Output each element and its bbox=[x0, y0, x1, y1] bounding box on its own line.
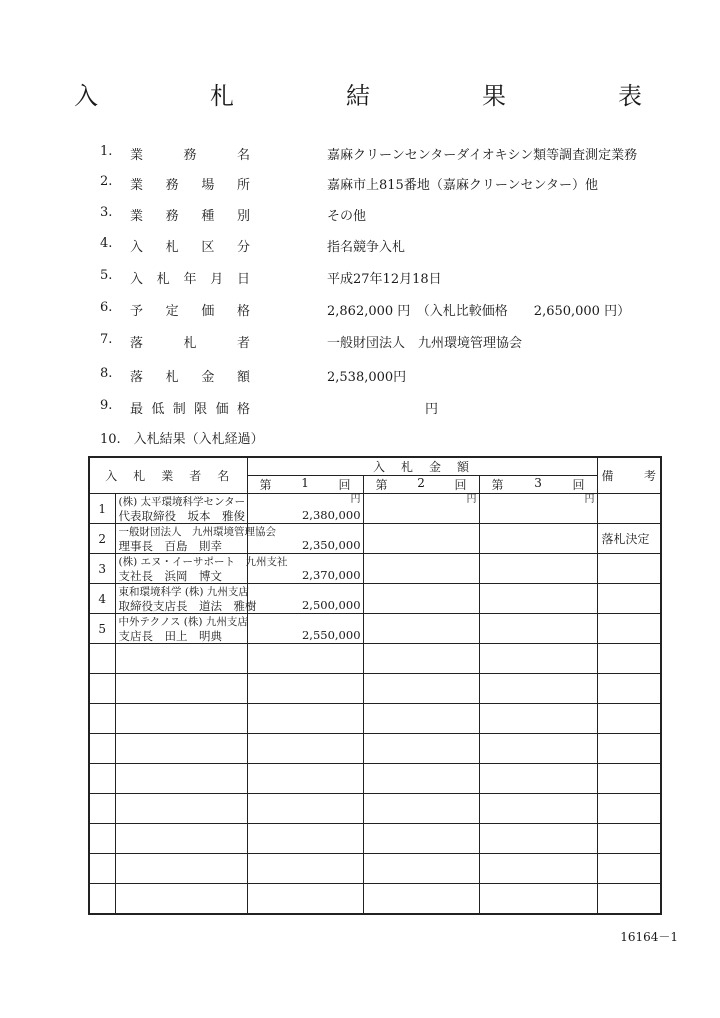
info-number: 5. bbox=[100, 268, 113, 283]
round-2-amount bbox=[363, 584, 479, 614]
table-row bbox=[89, 644, 661, 674]
table-row bbox=[89, 884, 661, 914]
bidder-company: (株) 太平環境科学センター bbox=[118, 495, 246, 508]
bidder-name bbox=[115, 794, 247, 824]
note bbox=[597, 644, 661, 674]
row-number bbox=[89, 674, 115, 704]
info-label-char: 低 bbox=[151, 402, 165, 417]
round-1-amount bbox=[247, 794, 363, 824]
round-2-amount bbox=[363, 884, 479, 914]
row-number: 5 bbox=[89, 614, 115, 644]
bidder-name bbox=[115, 584, 257, 614]
round-2-amount bbox=[363, 554, 479, 584]
note bbox=[597, 704, 661, 734]
info-label-char: 最 bbox=[130, 402, 144, 417]
table-row bbox=[89, 854, 661, 884]
info-value: 嘉麻クリーンセンターダイオキシン類等調査測定業務 bbox=[327, 148, 638, 163]
table-row bbox=[89, 524, 661, 554]
info-label bbox=[130, 236, 250, 255]
round-1-amount bbox=[247, 674, 363, 704]
table-row bbox=[89, 614, 661, 644]
info-number: 6. bbox=[100, 300, 113, 315]
round-3-amount bbox=[479, 614, 597, 644]
note bbox=[597, 494, 661, 524]
info-label-char: 務 bbox=[165, 209, 179, 224]
bidder-name bbox=[115, 704, 247, 734]
round-2-amount bbox=[363, 644, 479, 674]
info-label-char: 制 bbox=[172, 402, 186, 417]
round-2-amount bbox=[363, 614, 479, 644]
table-row bbox=[89, 584, 661, 614]
info-label-char: 予 bbox=[130, 304, 144, 319]
header-round-3: 第 3 回 bbox=[479, 476, 597, 494]
info-label-char: 務 bbox=[165, 178, 179, 193]
table-row bbox=[89, 674, 661, 704]
page-title: 入 札 結 果 表 bbox=[74, 82, 686, 110]
table-row bbox=[89, 824, 661, 854]
info-label-char: 年 bbox=[183, 272, 197, 287]
bidder-representative: 代表取締役 坂本 雅俊 bbox=[118, 508, 245, 523]
round-3-amount bbox=[479, 644, 597, 674]
info-label-char: 札 bbox=[183, 336, 197, 351]
bidder-name bbox=[115, 554, 288, 584]
bidder-company: 東和環境科学 (株) 九州支店 bbox=[118, 585, 249, 598]
info-label-char: 格 bbox=[236, 402, 250, 417]
info-label-char: 場 bbox=[201, 178, 215, 193]
info-label bbox=[130, 144, 250, 163]
round-1-amount bbox=[247, 704, 363, 734]
round-1-amount bbox=[247, 854, 363, 884]
info-label-char: 札 bbox=[165, 240, 179, 255]
row-number bbox=[89, 824, 115, 854]
header-amount: 入 札 金 額 bbox=[247, 457, 597, 476]
info-label-char: 落 bbox=[130, 336, 144, 351]
round-2-amount bbox=[363, 794, 479, 824]
info-label bbox=[130, 300, 250, 319]
note bbox=[597, 554, 661, 584]
info-label-char: 落 bbox=[130, 370, 144, 385]
info-label-char: 種 bbox=[201, 209, 215, 224]
round-2-amount bbox=[363, 524, 479, 554]
round-2-amount bbox=[363, 494, 479, 524]
info-label-char: 月 bbox=[210, 272, 224, 287]
note bbox=[597, 854, 661, 884]
info-label-char: 業 bbox=[130, 178, 144, 193]
round-1-amount bbox=[247, 644, 363, 674]
info-label bbox=[130, 205, 250, 224]
row-number bbox=[89, 764, 115, 794]
bidder-name bbox=[115, 614, 247, 644]
bidder-name bbox=[115, 884, 247, 914]
info-value: 嘉麻市上815番地（嘉麻クリーンセンター）他 bbox=[327, 178, 599, 193]
round-3-amount bbox=[479, 794, 597, 824]
table-row bbox=[89, 704, 661, 734]
info-label-char: 務 bbox=[183, 148, 197, 163]
info-label bbox=[130, 366, 250, 385]
info-number: 7. bbox=[100, 332, 113, 347]
yen-unit: 円 bbox=[350, 494, 361, 505]
round-3-amount bbox=[479, 884, 597, 914]
amount-value: 2,350,000 bbox=[301, 538, 361, 552]
info-value: 指名競争入札 bbox=[327, 240, 406, 255]
info-label-char: 額 bbox=[236, 370, 250, 385]
info-value: 2,538,000円 bbox=[327, 370, 407, 385]
row-number: 4 bbox=[89, 584, 115, 614]
info-value: その他 bbox=[327, 209, 367, 224]
round-1-amount bbox=[247, 494, 363, 524]
bidder-name bbox=[115, 854, 247, 884]
table-row bbox=[89, 794, 661, 824]
info-number: 4. bbox=[100, 236, 113, 251]
round-2-amount bbox=[363, 824, 479, 854]
round-1-amount bbox=[247, 734, 363, 764]
info-label-char: 入 bbox=[130, 240, 144, 255]
note bbox=[597, 884, 661, 914]
info-label-char: 価 bbox=[201, 304, 215, 319]
info-label-char: 業 bbox=[130, 148, 144, 163]
info-value: 2,862,000 円 （入札比較価格 2,650,000 円） bbox=[327, 304, 631, 319]
document-number: 16164－1 bbox=[620, 930, 678, 944]
note bbox=[597, 674, 661, 704]
info-label-char: 金 bbox=[201, 370, 215, 385]
round-3-amount bbox=[479, 554, 597, 584]
info-label bbox=[130, 174, 250, 193]
note bbox=[597, 794, 661, 824]
bidder-company: (株) エヌ・イーサポート 九州支社 bbox=[118, 555, 288, 568]
amount-value: 2,500,000 bbox=[301, 598, 361, 612]
round-1-amount bbox=[247, 554, 363, 584]
row-number: 3 bbox=[89, 554, 115, 584]
amount-value: 2,370,000 bbox=[301, 568, 361, 582]
header-bidder: 入 札 業 者 名 bbox=[89, 457, 247, 494]
round-2-amount bbox=[363, 734, 479, 764]
info-label-char: 限 bbox=[194, 402, 208, 417]
row-number bbox=[89, 854, 115, 884]
info-value: 平成27年12月18日 bbox=[327, 272, 442, 287]
row-number: 1 bbox=[89, 494, 115, 524]
info-label-char: 札 bbox=[165, 370, 179, 385]
round-2-amount bbox=[363, 854, 479, 884]
yen-unit: 円 bbox=[584, 494, 595, 505]
bidder-representative: 支店長 田上 明典 bbox=[118, 628, 222, 643]
info-label bbox=[130, 332, 250, 351]
info-label bbox=[130, 268, 250, 287]
round-1-amount bbox=[247, 524, 363, 554]
round-1-amount bbox=[247, 884, 363, 914]
round-3-amount bbox=[479, 704, 597, 734]
round-3-amount bbox=[479, 854, 597, 884]
yen-unit: 円 bbox=[466, 494, 477, 505]
bidder-name bbox=[115, 764, 247, 794]
table-row bbox=[89, 554, 661, 584]
note bbox=[597, 584, 661, 614]
header-note: 備 考 bbox=[597, 457, 661, 494]
note bbox=[597, 764, 661, 794]
row-number bbox=[89, 794, 115, 824]
table-row bbox=[89, 494, 661, 524]
info-label-char: 者 bbox=[236, 336, 250, 351]
info-label-char: 区 bbox=[201, 240, 215, 255]
round-2-amount bbox=[363, 674, 479, 704]
info-number: 2. bbox=[100, 174, 113, 189]
info-label-char: 業 bbox=[130, 209, 144, 224]
round-3-amount bbox=[479, 764, 597, 794]
bidder-name bbox=[115, 824, 247, 854]
bidder-name bbox=[115, 494, 247, 524]
bidder-name bbox=[115, 644, 247, 674]
row-number bbox=[89, 884, 115, 914]
bidder-name bbox=[115, 734, 247, 764]
round-1-amount bbox=[247, 764, 363, 794]
info-label-char: 日 bbox=[236, 272, 250, 287]
amount-value: 2,380,000 bbox=[301, 508, 361, 522]
round-1-amount bbox=[247, 584, 363, 614]
row-number: 2 bbox=[89, 524, 115, 554]
row-number bbox=[89, 734, 115, 764]
header-round-1: 第 1 回 bbox=[247, 476, 363, 494]
round-2-amount bbox=[363, 764, 479, 794]
round-3-amount bbox=[479, 674, 597, 704]
round-1-amount bbox=[247, 824, 363, 854]
info-label-char: 格 bbox=[236, 304, 250, 319]
table-row bbox=[89, 764, 661, 794]
info-label-char: 札 bbox=[156, 272, 170, 287]
bidder-company: 中外テクノス (株) 九州支店 bbox=[118, 615, 248, 628]
table-row bbox=[89, 734, 661, 764]
round-3-amount bbox=[479, 734, 597, 764]
info-label-char: 価 bbox=[215, 402, 229, 417]
row-number bbox=[89, 704, 115, 734]
info-value: 円 bbox=[425, 402, 439, 417]
round-3-amount bbox=[479, 494, 597, 524]
bidder-representative: 取締役支店長 道法 雅樹 bbox=[118, 598, 257, 613]
amount-value: 2,550,000 bbox=[301, 628, 361, 642]
bidder-name bbox=[115, 524, 276, 554]
note: 落札決定 bbox=[597, 524, 661, 554]
note bbox=[597, 824, 661, 854]
round-3-amount bbox=[479, 584, 597, 614]
info-label bbox=[130, 398, 250, 417]
info-label-char: 分 bbox=[236, 240, 250, 255]
round-3-amount bbox=[479, 824, 597, 854]
info-number: 8. bbox=[100, 366, 113, 381]
bid-results-table bbox=[88, 456, 662, 915]
bidder-name bbox=[115, 674, 247, 704]
bidder-company: 一般財団法人 九州環境管理協会 bbox=[118, 525, 276, 538]
info-number: 3. bbox=[100, 205, 113, 220]
info-label-char: 所 bbox=[236, 178, 250, 193]
bidder-representative: 理事長 百島 則幸 bbox=[118, 538, 222, 553]
round-3-amount bbox=[479, 524, 597, 554]
note bbox=[597, 614, 661, 644]
info-label-char: 入 bbox=[130, 272, 144, 287]
info-number: 1. bbox=[100, 144, 113, 159]
round-2-amount bbox=[363, 704, 479, 734]
info-label-char: 定 bbox=[165, 304, 179, 319]
row-number bbox=[89, 644, 115, 674]
info-number: 9. bbox=[100, 398, 113, 413]
header-round-2: 第 2 回 bbox=[363, 476, 479, 494]
info-label-char: 別 bbox=[236, 209, 250, 224]
info-value: 一般財団法人 九州環境管理協会 bbox=[327, 336, 523, 351]
note bbox=[597, 734, 661, 764]
result-heading: 10. 入札結果（入札経過） bbox=[100, 432, 264, 447]
info-label-char: 名 bbox=[236, 148, 250, 163]
bidder-representative: 支社長 浜岡 博文 bbox=[118, 568, 222, 583]
round-1-amount bbox=[247, 614, 363, 644]
